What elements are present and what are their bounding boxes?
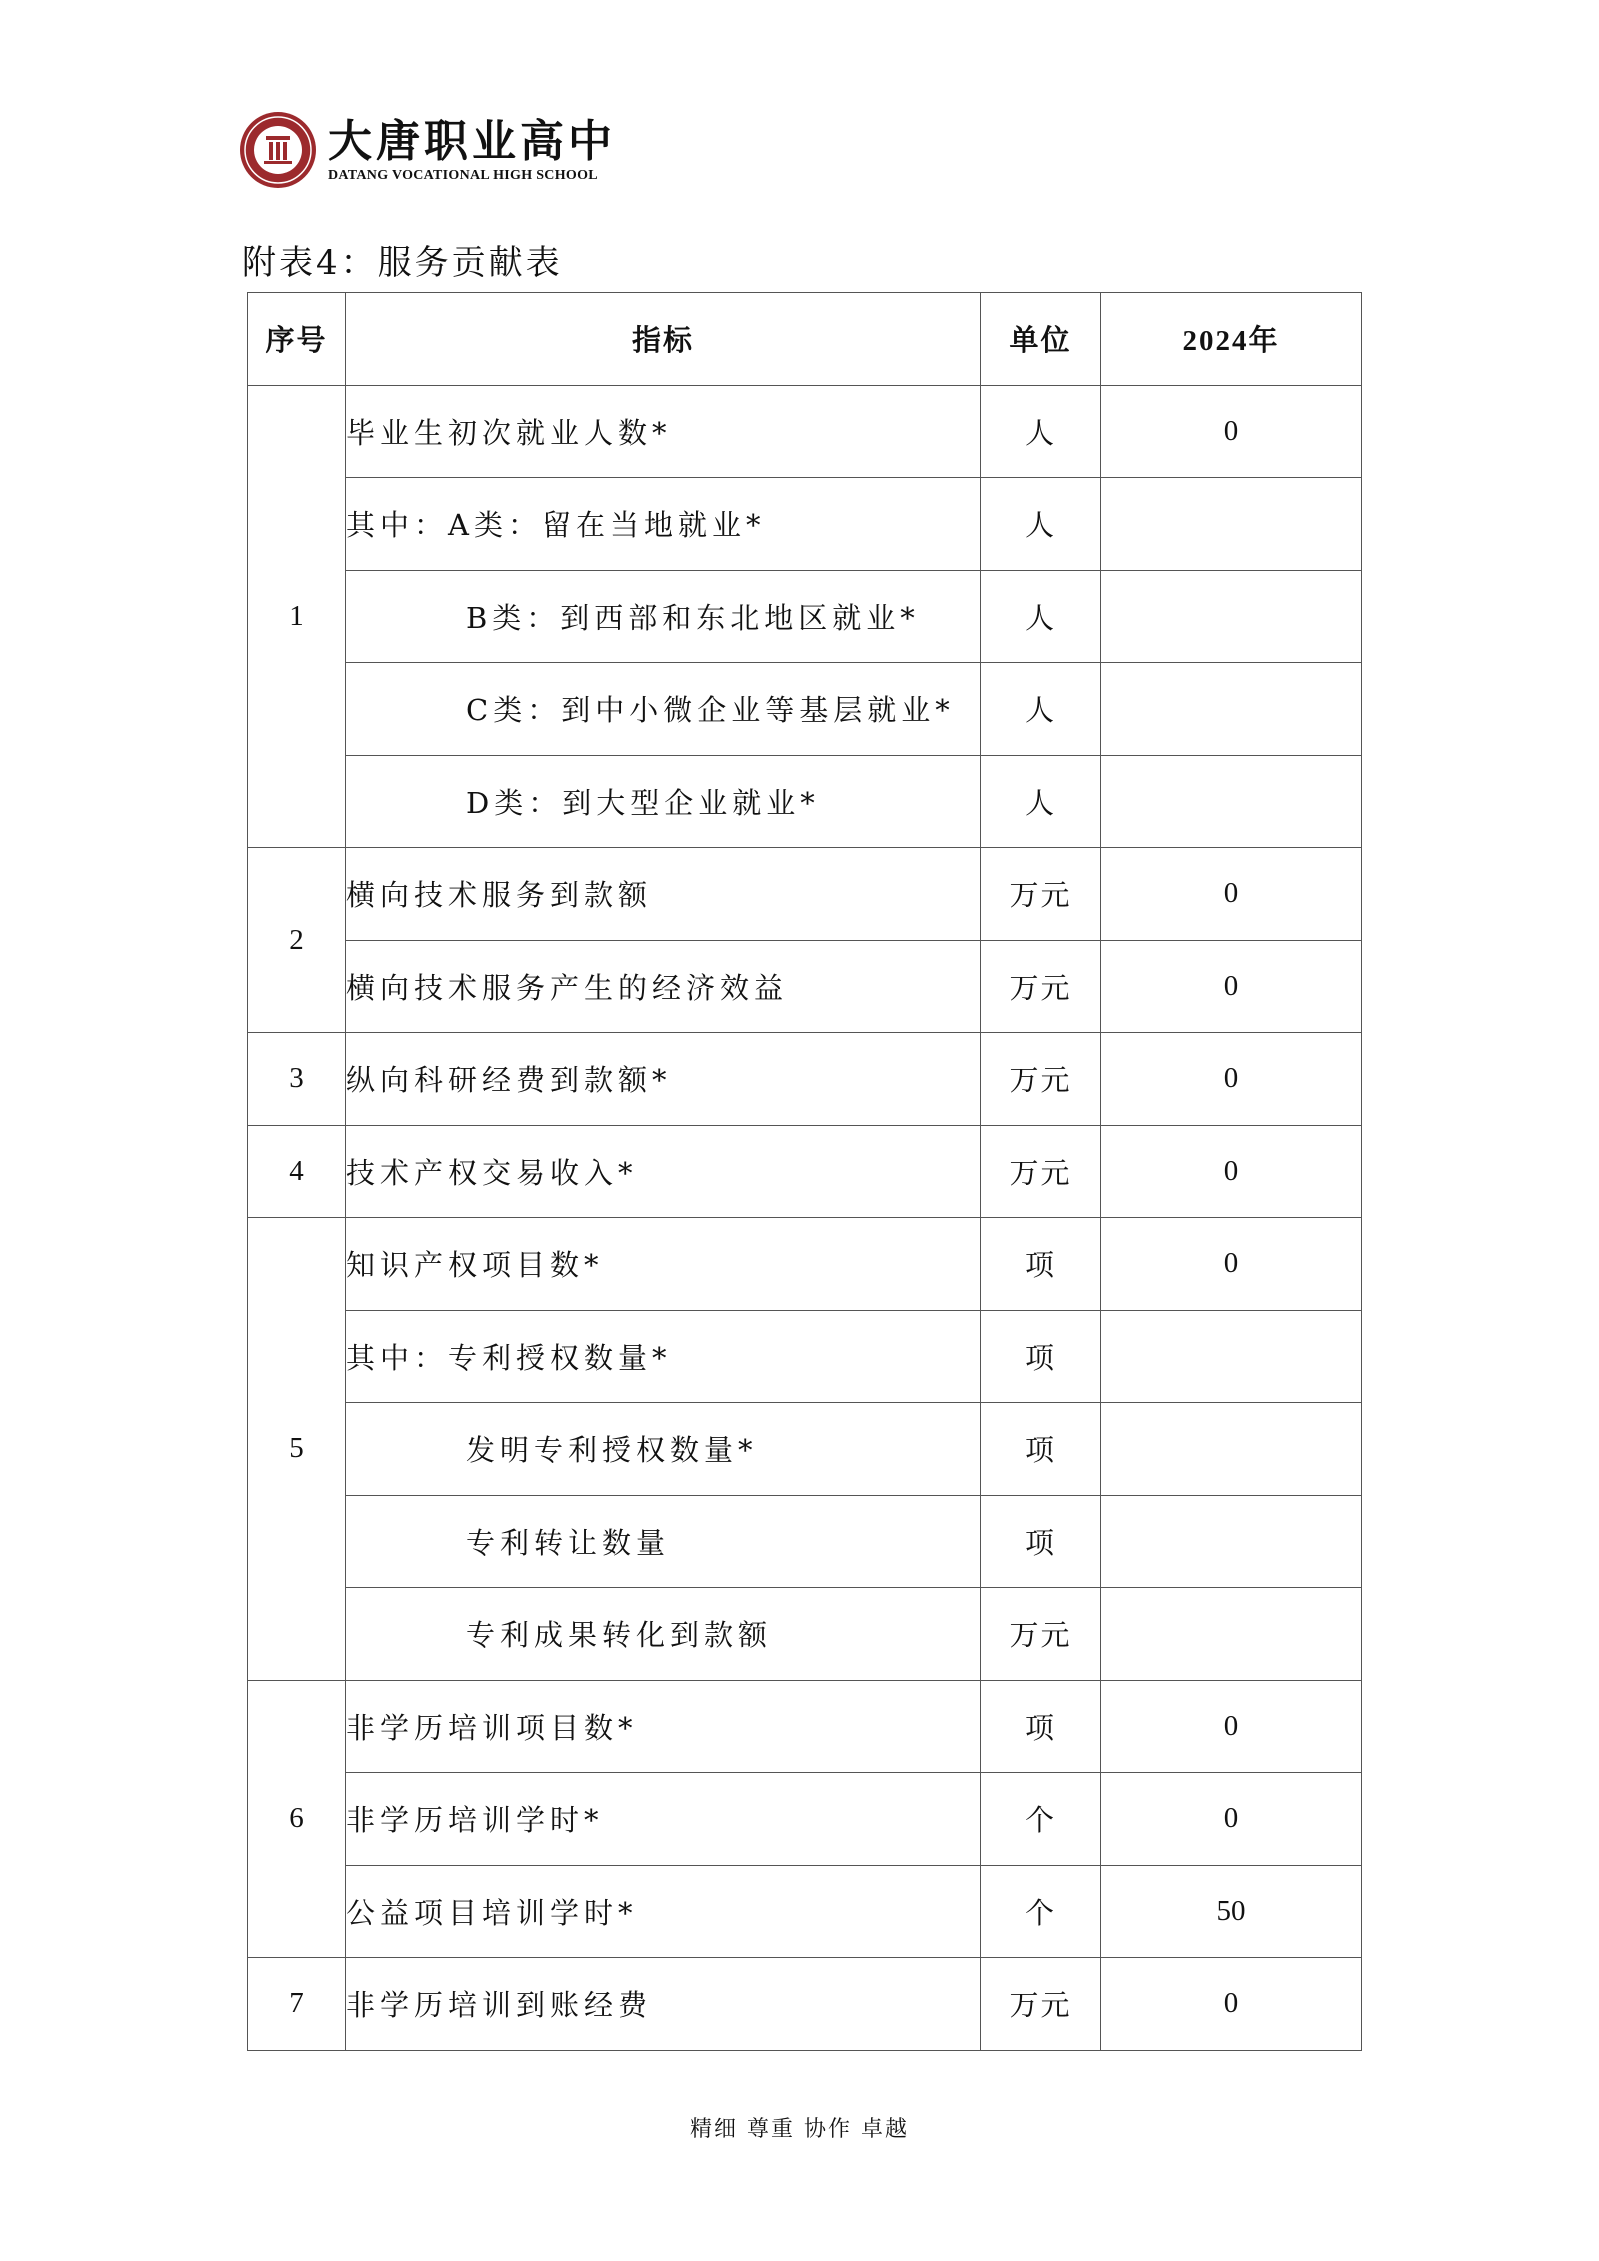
unit-cell: 万元: [981, 940, 1101, 1033]
value-cell: [1101, 1495, 1362, 1588]
table-row: [248, 1033, 1362, 1126]
unit-cell: 人: [981, 663, 1101, 756]
school-logo: [240, 110, 616, 190]
indicator-cell: 专利转让数量: [346, 1495, 981, 1588]
table-header-row: [248, 293, 1362, 386]
indicator-cell: 非学历培训学时*: [346, 1773, 981, 1866]
table-row: [248, 570, 1362, 663]
value-cell: 0: [1101, 1680, 1362, 1773]
table-row: [248, 1218, 1362, 1311]
indicator-cell: 非学历培训项目数*: [346, 1680, 981, 1773]
indicator-cell: 非学历培训到账经费: [346, 1958, 981, 2051]
indicator-cell: 其中：A类：留在当地就业*: [346, 478, 981, 571]
value-cell: [1101, 1310, 1362, 1403]
table-row: [248, 1958, 1362, 2051]
unit-cell: 个: [981, 1865, 1101, 1958]
table-row: [248, 478, 1362, 571]
school-seal-icon: [240, 112, 316, 188]
unit-cell: 项: [981, 1680, 1101, 1773]
row-number: 2: [248, 848, 346, 1033]
unit-cell: 万元: [981, 848, 1101, 941]
unit-cell: 项: [981, 1310, 1101, 1403]
unit-cell: 人: [981, 478, 1101, 571]
indicator-cell: 公益项目培训学时*: [346, 1865, 981, 1958]
table-row: [248, 848, 1362, 941]
column-header-no: 序号: [248, 293, 346, 386]
value-cell: 0: [1101, 385, 1362, 478]
value-cell: [1101, 1403, 1362, 1496]
value-cell: [1101, 1588, 1362, 1681]
column-header-year: 2024年: [1101, 293, 1362, 386]
value-cell: 50: [1101, 1865, 1362, 1958]
indicator-cell: 技术产权交易收入*: [346, 1125, 981, 1218]
unit-cell: 人: [981, 385, 1101, 478]
indicator-cell: 毕业生初次就业人数*: [346, 385, 981, 478]
indicator-cell: C类：到中小微企业等基层就业*: [346, 663, 981, 756]
unit-cell: 项: [981, 1495, 1101, 1588]
unit-cell: 个: [981, 1773, 1101, 1866]
indicator-cell: 发明专利授权数量*: [346, 1403, 981, 1496]
table-body: [248, 385, 1362, 2050]
table-row: [248, 1588, 1362, 1681]
table-row: [248, 1865, 1362, 1958]
value-cell: 0: [1101, 1773, 1362, 1866]
column-header-indicator: 指标: [346, 293, 981, 386]
indicator-cell: 横向技术服务到款额: [346, 848, 981, 941]
school-name-cn: 大唐职业高中: [328, 116, 616, 167]
value-cell: 0: [1101, 1033, 1362, 1126]
value-cell: 0: [1101, 1125, 1362, 1218]
unit-cell: 万元: [981, 1958, 1101, 2051]
indicator-cell: 知识产权项目数*: [346, 1218, 981, 1311]
table-title: 附表4：服务贡献表: [242, 243, 563, 283]
row-number: 1: [248, 385, 346, 848]
row-number: 4: [248, 1125, 346, 1218]
unit-cell: 万元: [981, 1588, 1101, 1681]
row-number: 3: [248, 1033, 346, 1126]
value-cell: 0: [1101, 940, 1362, 1033]
value-cell: [1101, 755, 1362, 848]
value-cell: [1101, 663, 1362, 756]
table-row: [248, 755, 1362, 848]
value-cell: 0: [1101, 1218, 1362, 1311]
value-cell: 0: [1101, 1958, 1362, 2051]
row-number: 5: [248, 1218, 346, 1681]
indicator-cell: 横向技术服务产生的经济效益: [346, 940, 981, 1033]
indicator-cell: 专利成果转化到款额: [346, 1588, 981, 1681]
indicator-cell: 纵向科研经费到款额*: [346, 1033, 981, 1126]
indicator-cell: 其中：专利授权数量*: [346, 1310, 981, 1403]
table-row: [248, 1773, 1362, 1866]
indicator-cell: B类：到西部和东北地区就业*: [346, 570, 981, 663]
table-row: [248, 1495, 1362, 1588]
service-contribution-table: [247, 292, 1362, 2051]
table-row: [248, 1680, 1362, 1773]
table-row: [248, 1403, 1362, 1496]
footer-motto: 精细 尊重 协作 卓越: [690, 2117, 909, 2142]
row-number: 6: [248, 1680, 346, 1958]
table-row: [248, 1125, 1362, 1218]
school-name-en: DATANG VOCATIONAL HIGH SCHOOL: [328, 168, 598, 183]
unit-cell: 万元: [981, 1125, 1101, 1218]
unit-cell: 万元: [981, 1033, 1101, 1126]
indicator-cell: D类：到大型企业就业*: [346, 755, 981, 848]
table-row: [248, 940, 1362, 1033]
unit-cell: 人: [981, 570, 1101, 663]
table-row: [248, 663, 1362, 756]
unit-cell: 项: [981, 1403, 1101, 1496]
table-row: [248, 1310, 1362, 1403]
value-cell: 0: [1101, 848, 1362, 941]
unit-cell: 项: [981, 1218, 1101, 1311]
value-cell: [1101, 570, 1362, 663]
row-number: 7: [248, 1958, 346, 2051]
table-row: [248, 385, 1362, 478]
unit-cell: 人: [981, 755, 1101, 848]
column-header-unit: 单位: [981, 293, 1101, 386]
value-cell: [1101, 478, 1362, 571]
